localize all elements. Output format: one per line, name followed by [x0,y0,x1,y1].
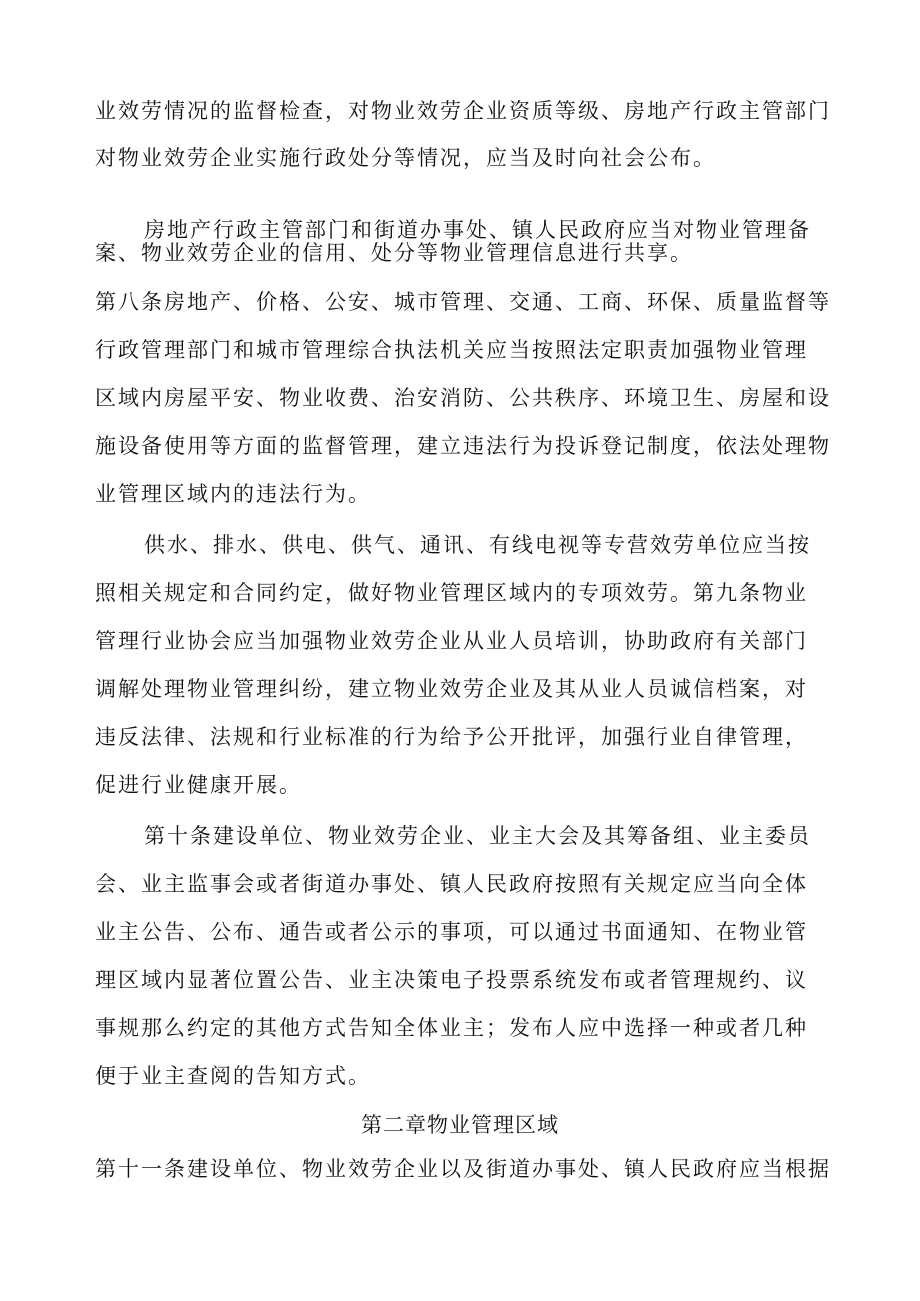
text-line: 照相关规定和合同约定，做好物业管理区域内的专项效劳。第九条物业 [95,581,808,605]
text-line: 管理行业协会应当加强物业效劳企业从业人员培训，协助政府有关部门 [95,629,808,653]
text-line: 业管理区域内的违法行为。 [95,482,371,506]
text-line: 施设备使用等方面的监督管理，建立违法行为投诉登记制度，依法处理物 [95,434,831,458]
text-line: 房地产行政主管部门和街道办事处、镇人民政府应当对物业管理备 [144,218,811,242]
text-line: 业主公告、公布、通告或者公示的事项，可以通过书面通知、在物业管 [95,920,808,944]
chapter-heading: 第二章物业管理区域 [361,1113,559,1137]
text-line: 违反法律、法规和行业标准的行为给予公开批评，加强行业自律管理， [95,725,808,749]
text-line: 会、业主监事会或者街道办事处、镇人民政府按照有关规定应当向全体 [95,872,808,896]
text-line: 便于业主查阅的告知方式。 [95,1064,371,1088]
text-line: 促进行业健康开展。 [95,773,302,797]
text-line: 业效劳情况的监督检查，对物业效劳企业资质等级、房地产行政主管部门 [95,99,831,123]
text-line: 供水、排水、供电、供气、通讯、有线电视等专营效劳单位应当按 [144,533,811,557]
text-line: 事规那么约定的其他方式告知全体业主；发布人应中选择一种或者几种 [95,1016,808,1040]
text-line: 调解处理物业管理纠纷，建立物业效劳企业及其从业人员诚信档案，对 [95,677,808,701]
text-line: 理区域内显著位置公告、业主决策电子投票系统发布或者管理规约、议 [95,968,808,992]
text-line: 第十一条建设单位、物业效劳企业以及街道办事处、镇人民政府应当根据 [95,1157,831,1181]
text-line: 第八条房地产、价格、公安、城市管理、交通、工商、环保、质量监督等 [95,290,831,314]
text-line: 案、物业效劳企业的信用、处分等物业管理信息进行共享。 [95,241,693,265]
text-line: 区域内房屋平安、物业收费、治安消防、公共秩序、环境卫生、房屋和设 [95,386,831,410]
text-line: 对物业效劳企业实施行政处分等情况，应当及时向社会公布。 [95,146,716,170]
text-line: 行政管理部门和城市管理综合执法机关应当按照法定职责加强物业管理 [95,338,808,362]
text-line: 第十条建设单位、物业效劳企业、业主大会及其筹备组、业主委员 [144,824,811,848]
